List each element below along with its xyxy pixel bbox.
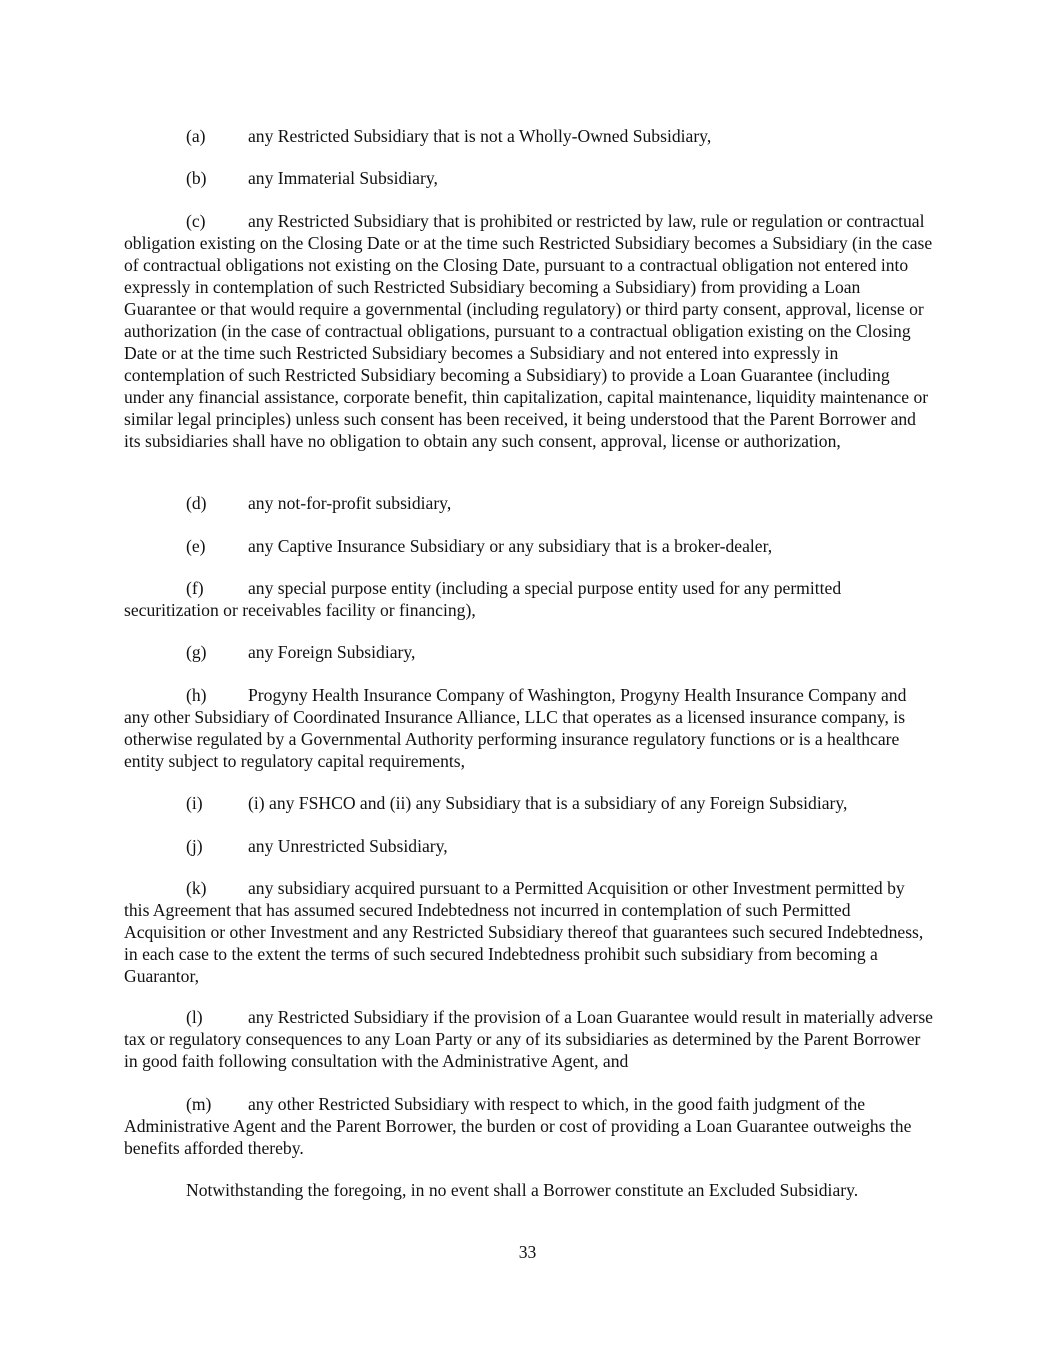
clause-text: any Restricted Subsidiary if the provision of a Loan Guarantee would result in materially adverse tax or regulatory consequences to any Loan Party or any of its subsidiaries as determined by the Parent Borrower in good faith following consultation with the Administrative Agent, and — [124, 1007, 933, 1071]
clause-marker: (d) — [186, 493, 207, 513]
clause-text: any Restricted Subsidiary that is not a Wholly-Owned Subsidiary, — [248, 126, 712, 146]
clause-text: any Unrestricted Subsidiary, — [248, 836, 448, 856]
clause-marker: (m) — [186, 1094, 212, 1114]
clause-c — [124, 210, 934, 452]
clause-f — [124, 577, 934, 621]
clause-m — [124, 1093, 934, 1159]
closing-paragraph: Notwithstanding the foregoing, in no event shall a Borrower constitute an Excluded Subsidiary. — [186, 1180, 859, 1200]
clause-marker: (h) — [186, 685, 207, 705]
clause-h — [124, 684, 934, 772]
clause-b — [124, 167, 934, 189]
clause-l — [124, 1006, 934, 1072]
clause-marker: (f) — [186, 578, 204, 598]
clause-k — [124, 877, 934, 987]
clause-marker: (e) — [186, 536, 206, 556]
clause-a — [124, 125, 934, 147]
clause-i — [124, 792, 934, 814]
clause-text: any Foreign Subsidiary, — [248, 642, 416, 662]
clause-text: any other Restricted Subsidiary with respect to which, in the good faith judgment of the Administrative Agent and the Parent Borrower, the burden or cost of providing a Loan Guarantee outweighs the benefits afforded thereby. — [124, 1094, 912, 1158]
clause-e — [124, 535, 934, 557]
clause-text: any Immaterial Subsidiary, — [248, 168, 438, 188]
clause-marker: (l) — [186, 1007, 203, 1027]
clause-marker: (g) — [186, 642, 207, 662]
clause-marker: (c) — [186, 211, 206, 231]
clause-marker: (a) — [186, 126, 206, 146]
clause-text: any subsidiary acquired pursuant to a Permitted Acquisition or other Investment permitted by this Agreement that has assumed secured Indebtedness not incurred in contemplation of such Permitted Acquisition or other Investment and any Restricted Subsidiary thereof that guarantees such secured Indebtedness, in each case to the extent the terms of such secured Indebtedness prohibit such subsidiary from becoming a Guarantor, — [124, 878, 924, 986]
clause-marker: (i) — [186, 793, 203, 813]
page-number: 33 — [518, 1242, 537, 1262]
clause-text: any Restricted Subsidiary that is prohibited or restricted by law, rule or regulation or contractual obligation existing on the Closing Date or at the time such Restricted Subsidiary becomes a Subsidiary (in the case of contractual obligations not existing on the Closing Date, pursuant to a contractual obligation not entered into expressly in contemplation of such Restricted Subsidiary becoming a Subsidiary) from providing a Loan Guarantee or that would require a governmental (including regulatory) or third party consent, approval, license or authorization (in the case of contractual obligations, pursuant to a contractual obligation existing on the Closing Date or at the time such Restricted Subsidiary becomes a Subsidiary and not entered into expressly in contemplation of such Restricted Subsidiary becoming a Subsidiary) to provide a Loan Guarantee (including under any financial assistance, corporate benefit, thin capitalization, capital maintenance, liquidity maintenance or similar legal principles) unless such consent has been received, it being understood that the Parent Borrower and its subsidiaries shall have no obligation to obtain any such consent, approval, license or authorization, — [124, 211, 933, 451]
clause-text: any Captive Insurance Subsidiary or any subsidiary that is a broker-dealer, — [248, 536, 773, 556]
clause-marker: (b) — [186, 168, 207, 188]
clause-text: Progyny Health Insurance Company of Washington, Progyny Health Insurance Company and any other Subsidiary of Coordinated Insurance Alliance, LLC that operates as a licensed insurance company, is otherwise regulated by a Governmental Authority performing insurance regulatory functions or is a healthcare entity subject to regulatory capital requirements, — [124, 685, 907, 771]
clause-text: any not-for-profit subsidiary, — [248, 493, 452, 513]
clause-j — [124, 835, 934, 857]
clause-text: any special purpose entity (including a special purpose entity used for any permitted securitization or receivables facility or financing), — [124, 578, 842, 620]
clause-text: (i) any FSHCO and (ii) any Subsidiary that is a subsidiary of any Foreign Subsidiary, — [248, 793, 848, 813]
clause-marker: (k) — [186, 878, 207, 898]
clause-d — [124, 492, 934, 514]
clause-g — [124, 641, 934, 663]
clause-marker: (j) — [186, 836, 203, 856]
